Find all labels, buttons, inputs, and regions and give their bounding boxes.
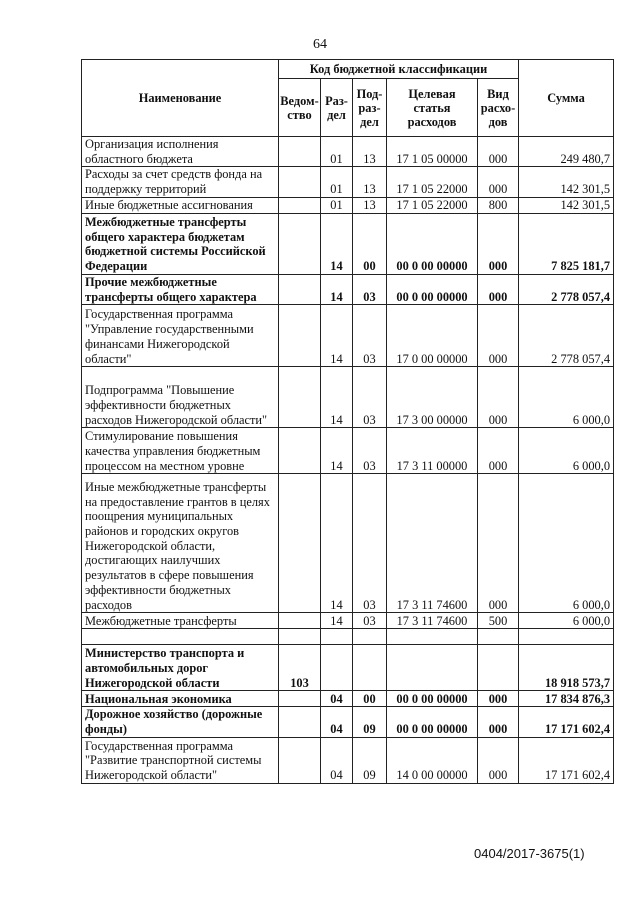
table-row [82,737,614,783]
row-subsection: 09 [353,737,387,783]
row-target: 17 1 05 22000 [387,197,478,213]
row-dept [279,691,321,707]
row-expense-type: 000 [478,474,519,613]
row-target: 17 3 11 74600 [387,474,478,613]
row-section: 04 [321,737,353,783]
row-name: Организация исполнения областного бюджета [82,137,279,167]
row-expense-type [478,645,519,691]
row-expense-type: 000 [478,428,519,474]
row-amount: 6 000,0 [519,474,614,613]
row-expense-type: 000 [478,305,519,367]
row-name: Межбюджетные трансферты [82,613,279,629]
table-row [82,274,614,304]
row-amount: 17 171 602,4 [519,737,614,783]
row-amount: 17 171 602,4 [519,707,614,737]
row-expense-type: 000 [478,367,519,428]
row-dept [279,167,321,197]
row-subsection: 03 [353,474,387,613]
row-section: 04 [321,707,353,737]
row-subsection: 03 [353,274,387,304]
row-target: 00 0 00 00000 [387,274,478,304]
row-dept [279,428,321,474]
document-code: 0404/2017-3675(1) [474,846,585,861]
header-dept: Ведом-ство [279,79,321,137]
row-expense-type: 000 [478,167,519,197]
table-row [82,213,614,274]
page-number: 64 [313,37,327,52]
row-subsection: 03 [353,428,387,474]
table-row [82,137,614,167]
row-section: 14 [321,305,353,367]
header-expense-type: Вид расхо-дов [478,79,519,137]
row-dept [279,737,321,783]
row-section: 01 [321,167,353,197]
row-section: 01 [321,137,353,167]
row-dept: 103 [279,645,321,691]
row-dept [279,367,321,428]
row-amount: 142 301,5 [519,167,614,197]
table-row [82,167,614,197]
row-expense-type: 000 [478,691,519,707]
row-name: Государственная программа "Управление государственными финансами Нижегородской области" [82,305,279,367]
row-target: 17 1 05 00000 [387,137,478,167]
row-amount: 17 834 876,3 [519,691,614,707]
row-subsection [353,645,387,691]
row-amount: 7 825 181,7 [519,213,614,274]
row-name: Государственная программа "Развитие транспортной системы Нижегородской области" [82,737,279,783]
row-section: 04 [321,691,353,707]
row-amount: 18 918 573,7 [519,645,614,691]
row-subsection: 03 [353,613,387,629]
row-dept [279,707,321,737]
header-subsection: Под-раз-дел [353,79,387,137]
row-dept [279,474,321,613]
row-target [387,645,478,691]
row-amount: 142 301,5 [519,197,614,213]
row-amount: 2 778 057,4 [519,274,614,304]
row-target: 00 0 00 00000 [387,213,478,274]
row-dept [279,274,321,304]
row-expense-type: 000 [478,737,519,783]
table-row [82,707,614,737]
row-dept [279,137,321,167]
row-expense-type: 500 [478,613,519,629]
row-expense-type: 000 [478,707,519,737]
row-expense-type: 000 [478,137,519,167]
row-expense-type: 800 [478,197,519,213]
table-row [82,613,614,629]
row-name [82,629,279,645]
row-subsection: 13 [353,137,387,167]
row-section [321,645,353,691]
table-row [82,305,614,367]
row-target: 14 0 00 00000 [387,737,478,783]
row-section: 14 [321,274,353,304]
header-section: Раз-дел [321,79,353,137]
table-row [82,474,614,613]
row-target: 17 0 00 00000 [387,305,478,367]
row-subsection [353,629,387,645]
table-row [82,645,614,691]
row-target: 17 3 11 74600 [387,613,478,629]
row-amount: 6 000,0 [519,428,614,474]
row-target: 17 3 00 00000 [387,367,478,428]
row-section: 14 [321,367,353,428]
row-target: 17 3 11 00000 [387,428,478,474]
header-target: Целевая статья расходов [387,79,478,137]
budget-table [81,59,614,784]
row-target [387,629,478,645]
table-row [82,428,614,474]
row-amount [519,629,614,645]
row-target: 17 1 05 22000 [387,167,478,197]
row-name: Иные межбюджетные трансферты на предоставление грантов в целях поощрения муниципальных районов и городских округов Нижегородской области, достигающих наилучших результатов в сфере повышения эффективности бюджетных расходов [82,474,279,613]
header-name: Наименование [82,60,279,137]
row-name: Стимулирование повышения качества управления бюджетным процессом на местном уровне [82,428,279,474]
row-name: Дорожное хозяйство (дорожные фонды) [82,707,279,737]
row-dept [279,305,321,367]
header-amount: Сумма [519,60,614,137]
row-name: Расходы за счет средств фонда на поддержку территорий [82,167,279,197]
table-row [82,197,614,213]
row-expense-type [478,629,519,645]
row-name: Иные бюджетные ассигнования [82,197,279,213]
row-subsection: 13 [353,197,387,213]
row-target: 00 0 00 00000 [387,707,478,737]
row-amount: 249 480,7 [519,137,614,167]
row-name: Национальная экономика [82,691,279,707]
row-amount: 6 000,0 [519,613,614,629]
row-target: 00 0 00 00000 [387,691,478,707]
row-subsection: 13 [353,167,387,197]
row-dept [279,213,321,274]
row-subsection: 00 [353,213,387,274]
row-name: Прочие межбюджетные трансферты общего характера [82,274,279,304]
table-row [82,691,614,707]
row-dept [279,613,321,629]
row-expense-type: 000 [478,213,519,274]
row-section: 14 [321,474,353,613]
row-section: 01 [321,197,353,213]
row-section: 14 [321,613,353,629]
row-subsection: 09 [353,707,387,737]
row-amount: 2 778 057,4 [519,305,614,367]
row-dept [279,197,321,213]
row-subsection: 03 [353,305,387,367]
row-name: Подпрограмма "Повышение эффективности бюджетных расходов Нижегородской области" [82,367,279,428]
row-section [321,629,353,645]
row-name: Министерство транспорта и автомобильных дорог Нижегородской области [82,645,279,691]
header-classification-code: Код бюджетной классификации [279,60,519,79]
table-body [82,137,614,784]
row-dept [279,629,321,645]
row-name: Межбюджетные трансферты общего характера бюджетам бюджетной системы Российской Федерации [82,213,279,274]
table-row [82,367,614,428]
table-row [82,629,614,645]
row-amount: 6 000,0 [519,367,614,428]
row-expense-type: 000 [478,274,519,304]
row-section: 14 [321,428,353,474]
row-subsection: 03 [353,367,387,428]
row-subsection: 00 [353,691,387,707]
row-section: 14 [321,213,353,274]
